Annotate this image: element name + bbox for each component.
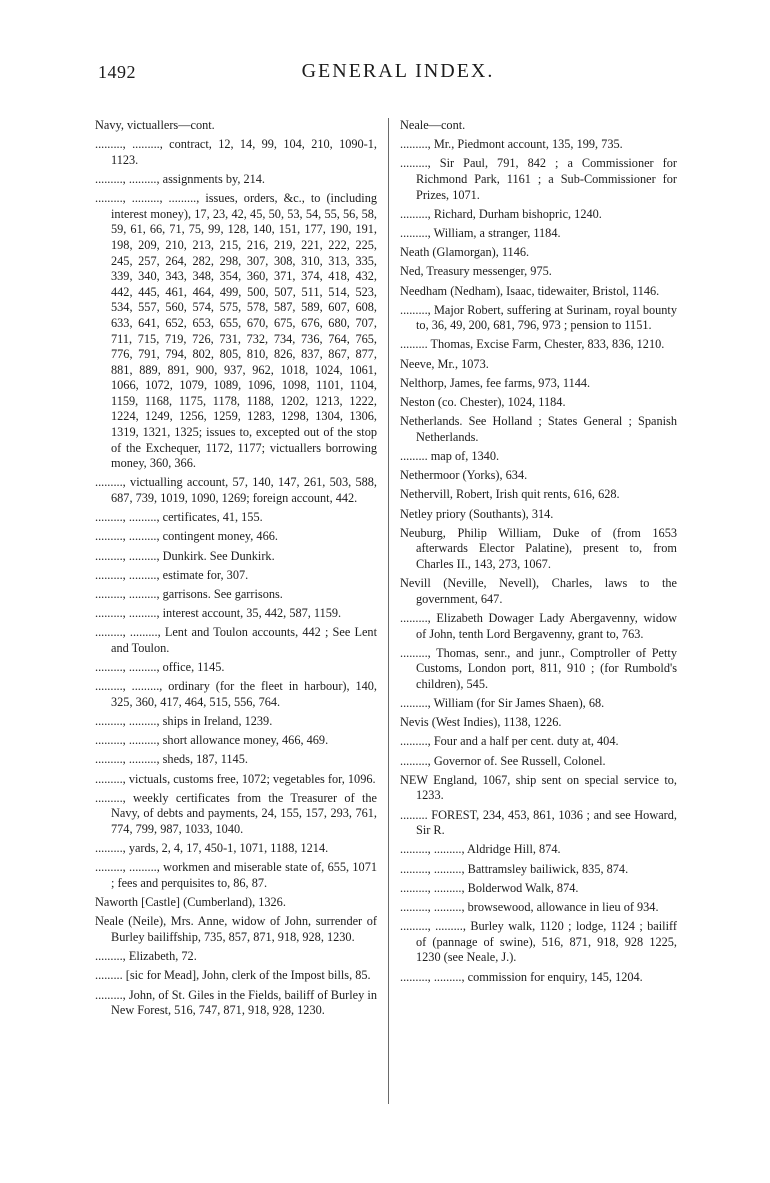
index-entry: ........., Major Robert, suffering at Surinam, royal bounty to, 36, 49, 200, 681, 796, 973 ; pension to 1151. — [400, 302, 677, 333]
index-entry: ........., John, of St. Giles in the Fields, bailiff of Burley in New Forest, 516, 747, 871, 918, 928, 1230. — [95, 987, 377, 1018]
index-entry: ........., Elizabeth Dowager Lady Abergavenny, widow of John, tenth Lord Bergavenny, grant to, 763. — [400, 610, 677, 641]
index-entry: ........., Four and a half per cent. duty at, 404. — [400, 734, 619, 749]
index-entry: ........., Sir Paul, 791, 842 ; a Commissioner for Richmond Park, 1161 ; a Sub-Commissioner for Prizes, 1071. — [400, 156, 677, 202]
index-entry: Neath (Glamorgan), 1146. — [400, 245, 530, 260]
index-entry: ......... [sic for Mead], John, clerk of the Impost bills, 85. — [95, 968, 371, 983]
index-entry: Nethervill, Robert, Irish quit rents, 616, 628. — [400, 487, 620, 502]
index-entry: Needham (Nedham), Isaac, tidewaiter, Bristol, 1146. — [400, 283, 660, 298]
index-entry: ........., ........., garrisons. See garrisons. — [95, 586, 283, 601]
index-entry: Naworth [Castle] (Cumberland), 1326. — [95, 895, 286, 910]
page-title: GENERAL INDEX. — [301, 60, 495, 82]
index-entry: ........., William (for Sir James Shaen), 68. — [400, 696, 605, 711]
index-entry: ........., ........., sheds, 187, 1145. — [95, 752, 248, 767]
page-number: 1492 — [98, 62, 136, 82]
index-entry: ........., victualling account, 57, 140, 147, 261, 503, 588, 687, 739, 1019, 1090, 1269; foreign account, 442. — [95, 475, 377, 506]
index-entry: Nevill (Neville, Nevell), Charles, laws to the government, 647. — [400, 576, 677, 606]
index-entry: Netley priory (Southants), 314. — [400, 506, 554, 521]
index-entry: ........., Richard, Durham bishopric, 1240. — [400, 206, 602, 221]
index-entry: ........., ........., browsewood, allowance in lieu of 934. — [400, 899, 659, 914]
index-entry: ......... map of, 1340. — [400, 449, 500, 463]
index-entry: NEW England, 1067, ship sent on special service to, 1233. — [400, 772, 677, 803]
index-entry: ........., ........., ........., issues, orders, &c., to (including interest money), 17, 23, 42, 45, 50, 53, 54, 55, 56, 58, 59, 61, 66, 71, 75, 99, 128, 140, 151, 177, 190, 191, 198, 209, 210, 213, 215, 216, 219, 221, 222, 225, 245, 257, 264, 282, 298, 307, 308, 310, 313, 335, 339, 340, 343, 348, 354, 360, 371, 374, 418, 432, 442, 445, 461, 464, 499, 500, 507, 511, 514, 523, 534, 557, 560, 574, 575, 578, 587, 589, 607, 608, 633, 641, 652, 653, 655, 670, 675, 676, 680, 707, 711, 715, 719, 726, 731, 732, 734, 736, 764, 765, 776, 791, 794, 802, 805, 810, 826, 837, 867, 877, 881, 889, 891, 900, 937, 962, 1018, 1024, 1061, 1066, 1072, 1079, 1089, 1096, 1098, 1101, 1104, 1159, 1168, 1175, 1178, 1188, 1202, 1213, 1222, 1224, 1249, 1256, 1259, 1283, 1298, 1304, 1306, 1319, 1321, 1325; issues to, excepted out of the stop of the Exchequer, 1172, 1177; victuallers borrowing money, 360, 366. — [95, 191, 377, 471]
index-entry: ........., ........., Dunkirk. See Dunkirk. — [95, 548, 275, 563]
index-entry: ........., Governor of. See Russell, Colonel. — [400, 753, 606, 768]
index-entry: Neston (co. Chester), 1024, 1184. — [400, 395, 566, 410]
right-index-column — [400, 118, 677, 989]
index-entry: ........., ........., certificates, 41, 155. — [95, 510, 263, 525]
index-entry: ........., ........., workmen and miserable state of, 655, 1071 ; fees and perquisites to, 86, 87. — [95, 860, 377, 890]
index-entry: Neale—cont. — [400, 118, 466, 132]
index-entry: Neale (Neile), Mrs. Anne, widow of John, surrender of Burley bailiffship, 735, 857, 871, 918, 928, 1230. — [95, 914, 377, 944]
index-entry: Ned, Treasury messenger, 975. — [400, 264, 552, 279]
index-entry: Nethermoor (Yorks), 634. — [400, 468, 528, 483]
index-entry: Nevis (West Indies), 1138, 1226. — [400, 715, 562, 730]
column-divider — [388, 118, 389, 1104]
index-entry: ........., ........., short allowance money, 466, 469. — [95, 733, 329, 748]
index-entry: ........., ........., contract, 12, 14, 99, 104, 210, 1090-1, 1123. — [95, 137, 377, 167]
index-entry: ........., ........., assignments by, 214. — [95, 171, 265, 186]
index-entry: ......... Thomas, Excise Farm, Chester, 833, 836, 1210. — [400, 337, 665, 352]
index-entry: ........., ........., interest account, 35, 442, 587, 1159. — [95, 606, 342, 621]
index-entry: Neuburg, Philip William, Duke of (from 1653 afterwards Elector Palatine), present to, from Charles II., 143, 273, 1067. — [400, 525, 677, 571]
index-entry: Navy, victuallers—cont. — [95, 118, 215, 132]
index-entry: Netherlands. See Holland ; States General ; Spanish Netherlands. — [400, 414, 677, 444]
index-entry: Nelthorp, James, fee farms, 973, 1144. — [400, 375, 591, 390]
index-entry: ........., victuals, customs free, 1072; vegetables for, 1096. — [95, 771, 376, 786]
index-entry: Neeve, Mr., 1073. — [400, 356, 489, 371]
index-entry: ........., ........., estimate for, 307. — [95, 567, 249, 582]
index-entry: ........., ........., commission for enquiry, 145, 1204. — [400, 969, 643, 984]
index-entry: ......... FOREST, 234, 453, 861, 1036 ; and see Howard, Sir R. — [400, 807, 677, 838]
index-entry: ........., Elizabeth, 72. — [95, 949, 197, 964]
index-entry: ........., Mr., Piedmont account, 135, 199, 735. — [400, 137, 623, 152]
left-index-column — [95, 118, 377, 1022]
index-entry: ........., ........., ordinary (for the fleet in harbour), 140, 325, 360, 417, 464, 515, 556, 764. — [95, 679, 377, 709]
index-entry: ........., ........., office, 1145. — [95, 660, 225, 675]
index-entry: ........., William, a stranger, 1184. — [400, 225, 561, 240]
index-entry: ........., Thomas, senr., and junr., Comptroller of Petty Customs, London port, 811, 910 ; (for Rumbold's children), 545. — [400, 645, 677, 691]
index-entry: ........., ........., contingent money, 466. — [95, 529, 278, 544]
index-entry: ........., ........., ships in Ireland, 1239. — [95, 714, 273, 729]
index-entry: ........., ........., Battramsley bailiwick, 835, 874. — [400, 861, 629, 876]
index-entry: ........., ........., Burley walk, 1120 ; lodge, 1124 ; bailiff of (pannage of swine), 516, 871, 918, 928 1225, 1230 (see Neale, J.). — [400, 919, 677, 965]
index-entry: ........., ........., Bolderwod Walk, 874. — [400, 880, 579, 895]
index-entry: ........., ........., Aldridge Hill, 874. — [400, 842, 561, 857]
index-entry: ........., yards, 2, 4, 17, 450-1, 1071, 1188, 1214. — [95, 841, 329, 856]
index-entry: ........., ........., Lent and Toulon accounts, 442 ; See Lent and Toulon. — [95, 625, 377, 655]
index-entry: ........., weekly certificates from the Treasurer of the Navy, of debts and payments, 24, 155, 157, 293, 761, 774, 799, 987, 1033, 1040. — [95, 790, 377, 837]
page-header — [98, 56, 698, 86]
